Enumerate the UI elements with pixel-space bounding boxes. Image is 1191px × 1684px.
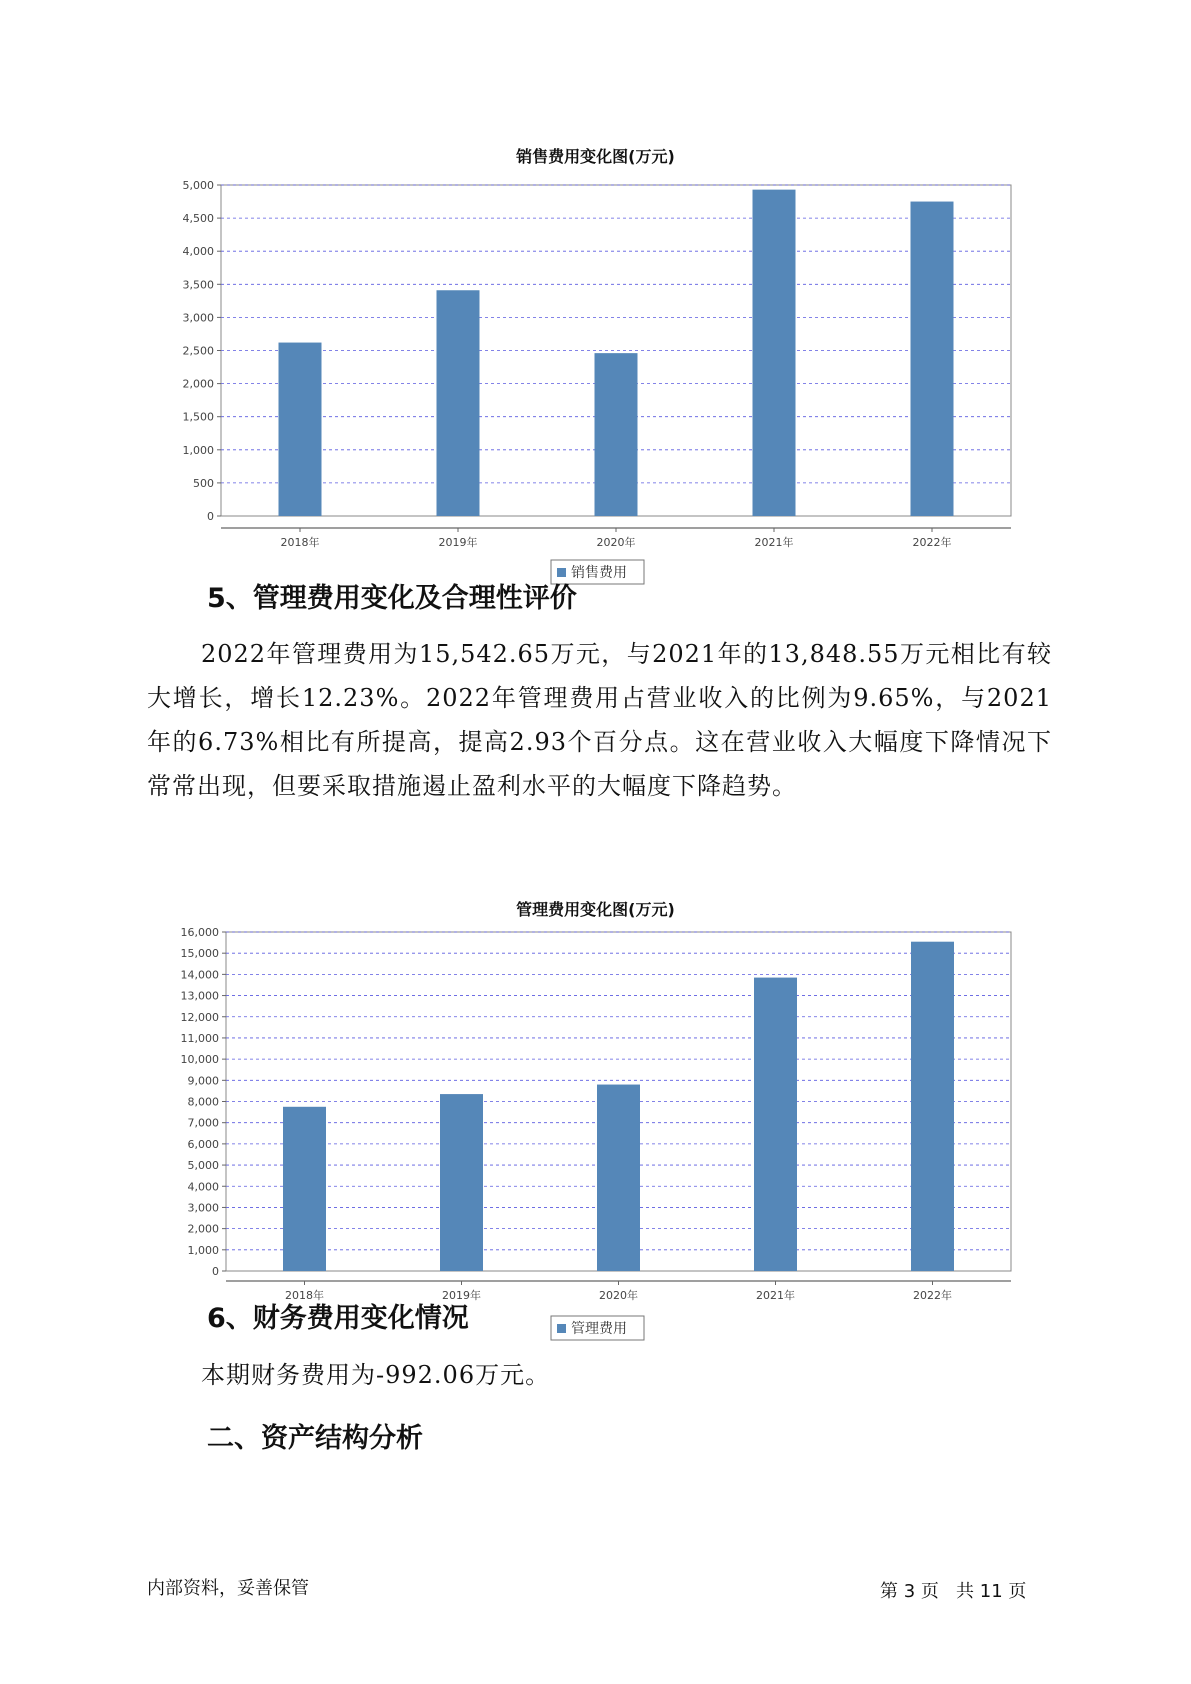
y-tick-label: 3,500 — [182, 278, 214, 292]
legend-label: 销售费用 — [571, 565, 627, 581]
x-tick-label: 2020年 — [599, 1289, 638, 1302]
y-tick-label: 2,000 — [182, 377, 214, 391]
y-tick-label: 0 — [207, 510, 214, 523]
y-tick-label: 0 — [212, 1265, 219, 1278]
bar-2020年 — [597, 1085, 640, 1271]
x-tick-label: 2018年 — [285, 1289, 324, 1302]
y-tick-label: 500 — [193, 476, 214, 490]
legend-label: 管理费用 — [571, 1321, 627, 1337]
section-6-heading: 6、财务费用变化情况 — [207, 1303, 469, 1334]
chart-title-sales-expense: 销售费用变化图(万元) — [516, 147, 675, 166]
y-tick-label: 2,500 — [182, 344, 214, 358]
y-tick-label: 5,000 — [187, 1159, 219, 1173]
x-tick-label: 2018年 — [280, 536, 320, 549]
y-tick-label: 3,000 — [187, 1201, 219, 1215]
y-tick-label: 8,000 — [187, 1095, 219, 1109]
y-tick-label: 5,000 — [182, 179, 214, 192]
x-tick-label: 2022年 — [912, 536, 952, 549]
legend-swatch — [557, 1324, 566, 1333]
bar-2019年 — [440, 1094, 483, 1271]
y-tick-label: 1,500 — [182, 410, 214, 424]
y-tick-label: 1,000 — [187, 1243, 219, 1257]
y-tick-label: 15,000 — [180, 947, 219, 961]
y-tick-label: 11,000 — [180, 1031, 219, 1045]
y-tick-label: 7,000 — [187, 1116, 219, 1130]
x-tick-label: 2021年 — [756, 1289, 795, 1302]
y-tick-label: 4,000 — [187, 1180, 219, 1194]
section-5-heading: 5、管理费用变化及合理性评价 — [207, 583, 577, 614]
y-tick-label: 1,000 — [182, 443, 214, 457]
bar-2021年 — [754, 978, 797, 1271]
y-tick-label: 12,000 — [180, 1010, 219, 1024]
section-5-text: 2022年管理费用为15,542.65万元，与2021年的13,848.55万元相比有较大增长，增长12.23%。2022年管理费用占营业收入的比例为9.65%，与2021年的6.73%相比有所提高，提高2.93个百分点。这在营业收入大幅度下降情况下常常出现，但要采取措施遏止盈利水平的大幅度下降趋势。 — [147, 640, 1052, 800]
bar-2018年 — [283, 1107, 326, 1271]
section-6-paragraph — [147, 1353, 1052, 1397]
y-tick-label: 9,000 — [187, 1074, 219, 1088]
y-tick-label: 6,000 — [187, 1137, 219, 1151]
y-tick-label: 13,000 — [180, 989, 219, 1003]
footer-page-number: 第 3 页 共 11 页 — [880, 1581, 1027, 1602]
section-6-text: 本期财务费用为-992.06万元。 — [201, 1361, 551, 1389]
x-tick-label: 2022年 — [913, 1289, 952, 1302]
x-tick-label: 2019年 — [438, 536, 478, 549]
x-tick-label: 2019年 — [442, 1289, 481, 1302]
x-tick-label: 2021年 — [754, 536, 794, 549]
y-tick-label: 4,000 — [182, 245, 214, 259]
section-two-heading: 二、资产结构分析 — [207, 1423, 423, 1454]
y-tick-label: 3,000 — [182, 311, 214, 325]
chart-title-admin-expense: 管理费用变化图(万元) — [516, 900, 675, 919]
y-tick-label: 2,000 — [187, 1222, 219, 1236]
y-tick-label: 14,000 — [180, 968, 219, 982]
y-tick-label: 4,500 — [182, 212, 214, 226]
x-tick-label: 2020年 — [596, 536, 636, 549]
y-tick-label: 10,000 — [180, 1053, 219, 1067]
bar-2022年 — [911, 942, 954, 1271]
footer-confidential: 内部资料，妥善保管 — [147, 1578, 309, 1599]
y-tick-label: 16,000 — [180, 926, 219, 939]
